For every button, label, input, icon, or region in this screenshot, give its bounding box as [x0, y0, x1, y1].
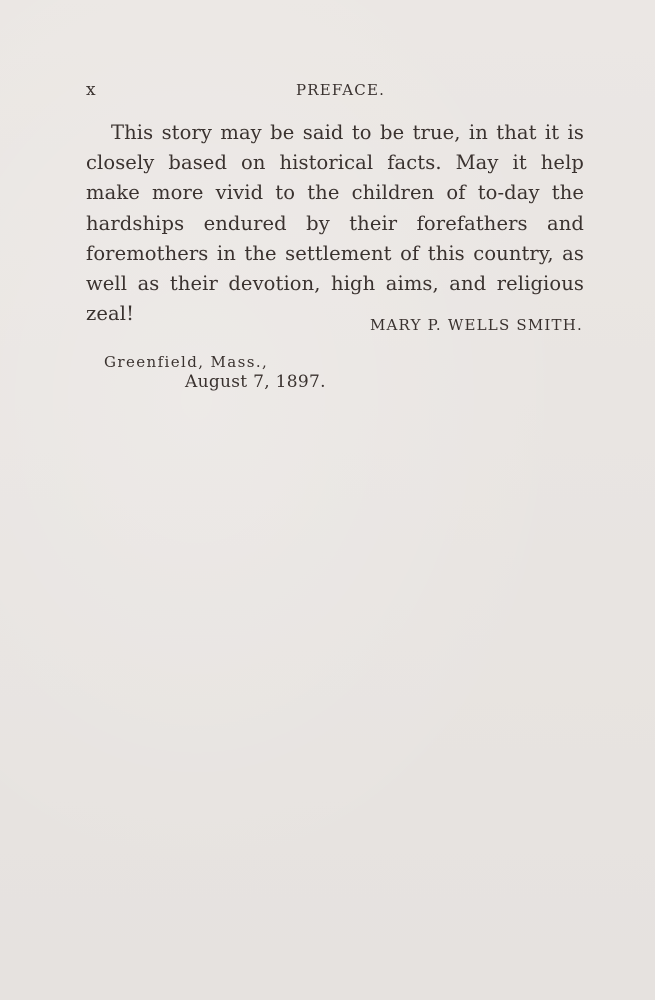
author-signature: MARY P. WELLS SMITH. [369, 316, 583, 334]
date-line: August 7, 1897. [185, 372, 326, 392]
page-number: x [86, 80, 97, 100]
place-line: Greenfield, Mass., [104, 353, 269, 371]
running-header: PREFACE. [296, 81, 386, 99]
preface-paragraph: This story may be said to be true, in that it is closely based on historical facts. May it help make more vivid to the children of to-day the hardships endured by their forefathers and foremothers in the settlement of this country, as well as their devotion, high aims, and religious zeal! [86, 121, 584, 326]
